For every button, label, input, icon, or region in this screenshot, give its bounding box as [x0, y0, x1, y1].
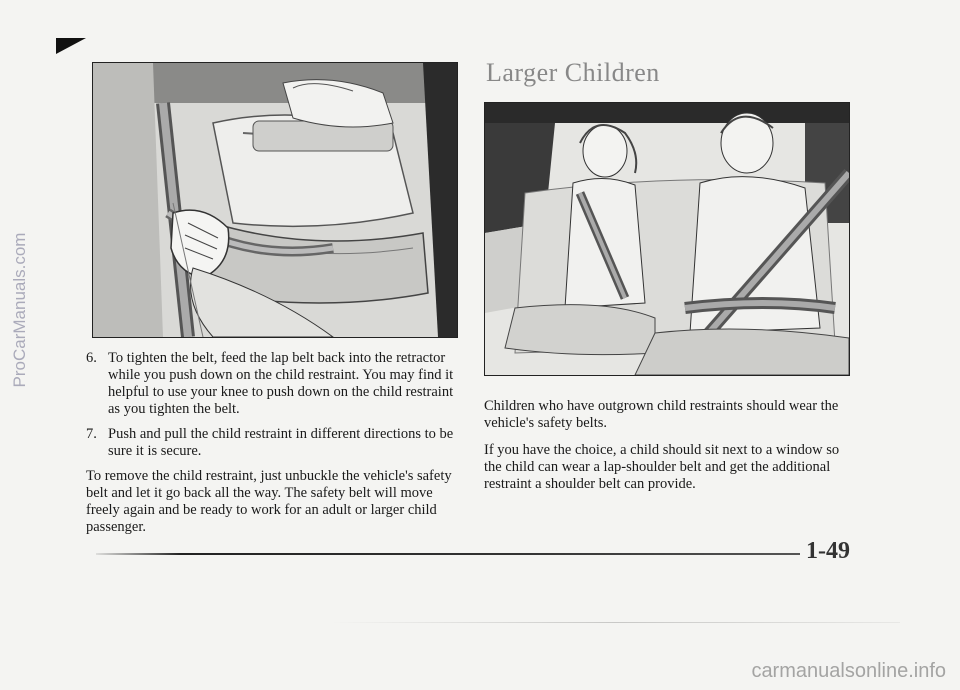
window-seat-paragraph: If you have the choice, a child should sit next to a window so the child can wear a lap-shoulder belt and get the additional restraint a shoulder belt can provide.	[484, 442, 840, 492]
remove-restraint-paragraph: To remove the child restraint, just unbuckle the vehicle's safety belt and let it go back all the way. The safety belt will move freely again and be ready to work for an adult or larger child passenger.	[86, 468, 452, 535]
outgrown-restraints-paragraph: Children who have outgrown child restraints should wear the vehicle's safety belts.	[484, 398, 839, 431]
step-number: 7.	[86, 426, 97, 442]
side-watermark-text: ProCarManuals.com	[10, 232, 29, 388]
child-restraint-illustration	[92, 62, 458, 338]
step-text: To tighten the belt, feed the lap belt back into the retractor while you push down on the child restraint. You may find it helpful to use your knee to push down on the child restraint as you tighten the belt.	[108, 350, 454, 417]
bottom-watermark: carmanualsonline.info	[751, 660, 946, 682]
page-number: 1-49	[806, 538, 850, 564]
scan-shadow-line	[330, 622, 900, 623]
step-6	[86, 350, 458, 418]
step-number: 6.	[86, 350, 97, 366]
child-restraint-drawing	[93, 63, 457, 337]
side-watermark	[8, 200, 32, 420]
footer-rule	[96, 553, 800, 555]
step-text: Push and pull the child restraint in different directions to be sure it is secure.	[108, 426, 454, 459]
instructions-column	[86, 350, 458, 536]
larger-children-drawing	[485, 103, 849, 375]
corner-mark	[56, 38, 86, 54]
step-7	[86, 426, 458, 460]
larger-children-illustration	[484, 102, 850, 376]
larger-children-text	[484, 398, 846, 503]
section-heading: Larger Children	[486, 58, 660, 87]
